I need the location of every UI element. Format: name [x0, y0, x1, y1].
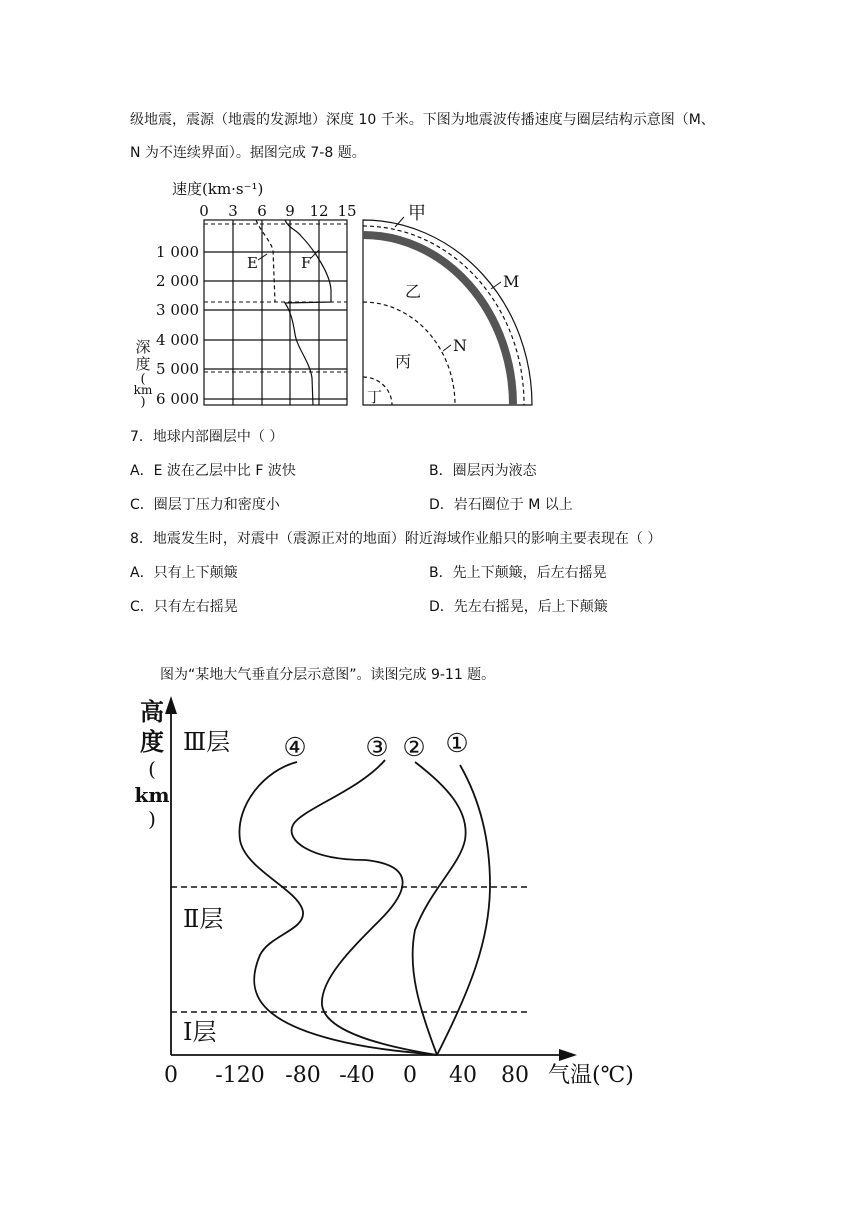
- x-tick: 40: [449, 1063, 477, 1088]
- depth-label: 深: [135, 338, 151, 356]
- q8-option-a[interactable]: A．只有上下颠簸: [130, 565, 238, 581]
- wave-e-label: E: [247, 254, 258, 272]
- depth-tick: 4 000: [156, 331, 199, 349]
- speed-tick: 3: [228, 202, 238, 220]
- speed-tick: 6: [257, 202, 267, 220]
- boundary-n-label: N: [453, 336, 467, 355]
- layer-ding-label: 丁: [367, 388, 383, 406]
- layer-yi-label: 乙: [405, 282, 422, 301]
- layer-bing-label: 丙: [395, 352, 412, 371]
- earth-section: [363, 220, 532, 405]
- wave-e-curve: [256, 220, 275, 302]
- q8-option-d[interactable]: D．先左右摇晃，后上下颠簸: [429, 599, 608, 615]
- layer-2-label: Ⅱ层: [183, 905, 224, 933]
- intro-line-2: N 为不连续界面）。据图完成 7-8 题。: [130, 145, 366, 161]
- speed-grid: [204, 220, 347, 405]
- y-axis-arrow: [165, 696, 177, 714]
- depth-label: km: [133, 383, 153, 397]
- x-tick: 0: [403, 1063, 417, 1088]
- depth-label: ): [140, 395, 146, 410]
- speed-tick: 15: [337, 202, 357, 220]
- intro-line-1: 级地震，震源（地震的发源地）深度 10 千米。下图为地震波传播速度与圈层结构示意图（M、: [130, 112, 715, 128]
- curve-4: [239, 762, 437, 1055]
- curve-1-label: ①: [445, 729, 469, 759]
- depth-label: 度: [135, 355, 151, 373]
- y-axis-label: km: [134, 783, 170, 807]
- q8-option-c[interactable]: C．只有左右摇晃: [130, 599, 238, 615]
- q8-option-b[interactable]: B．先上下颠簸，后左右摇晃: [429, 565, 607, 581]
- q8-stem: 8．地震发生时，对震中（震源正对的地面）附近海域作业船只的影响主要表现在（ ）: [130, 531, 662, 547]
- q7-option-b[interactable]: B．圈层丙为液态: [429, 463, 537, 479]
- boundary-dashes: [204, 224, 347, 372]
- layer-boundaries: [171, 887, 527, 1012]
- y-axis-label: 高: [140, 697, 164, 726]
- x-axis-arrow: [559, 1049, 577, 1061]
- depth-tick: 2 000: [156, 272, 199, 290]
- speed-tick: 0: [199, 202, 209, 220]
- x-axis-label: 气温(℃): [548, 1063, 634, 1088]
- layer-jia-label: 甲: [408, 203, 426, 224]
- x-tick: 80: [501, 1063, 529, 1088]
- depth-label: (: [140, 372, 146, 387]
- atmosphere-figure: [125, 690, 655, 1095]
- curve-2-label: ②: [402, 733, 426, 763]
- q7-option-a[interactable]: A．E 波在乙层中比 F 波快: [130, 463, 296, 479]
- y-axis-label: ): [148, 807, 156, 831]
- seismic-figure: [125, 172, 545, 417]
- depth-tick: 6 000: [156, 390, 199, 408]
- y-axis-label: (: [148, 757, 156, 781]
- curve-3-label: ③: [365, 733, 389, 763]
- x-tick: 0: [164, 1063, 178, 1088]
- curve-3: [292, 760, 437, 1055]
- depth-tick: 1 000: [156, 243, 199, 261]
- q7-stem: 7．地球内部圈层中（ ）: [130, 429, 284, 445]
- x-tick: -120: [215, 1063, 265, 1088]
- layer-1-label: Ⅰ层: [183, 1018, 217, 1046]
- speed-tick: 12: [309, 202, 329, 220]
- layer-3-label: Ⅲ层: [183, 728, 231, 756]
- depth-tick: 5 000: [156, 360, 199, 378]
- curve-4-label: ④: [283, 733, 307, 763]
- speed-axis-label: 速度(km·s⁻¹): [172, 180, 264, 198]
- depth-tick: 3 000: [156, 301, 199, 319]
- boundary-m-label: M: [503, 272, 520, 291]
- wave-f-label: F: [301, 254, 312, 272]
- intro2: 图为“某地大气垂直分层示意图”。读图完成 9-11 题。: [160, 667, 496, 683]
- speed-tick: 9: [285, 202, 295, 220]
- q7-option-d[interactable]: D．岩石圈位于 M 以上: [429, 497, 573, 513]
- q7-option-c[interactable]: C．圈层丁压力和密度小: [130, 497, 280, 513]
- x-tick: -80: [285, 1063, 321, 1088]
- wave-f-curve: [285, 220, 331, 405]
- x-tick: -40: [339, 1063, 375, 1088]
- y-axis-label: 度: [140, 727, 164, 756]
